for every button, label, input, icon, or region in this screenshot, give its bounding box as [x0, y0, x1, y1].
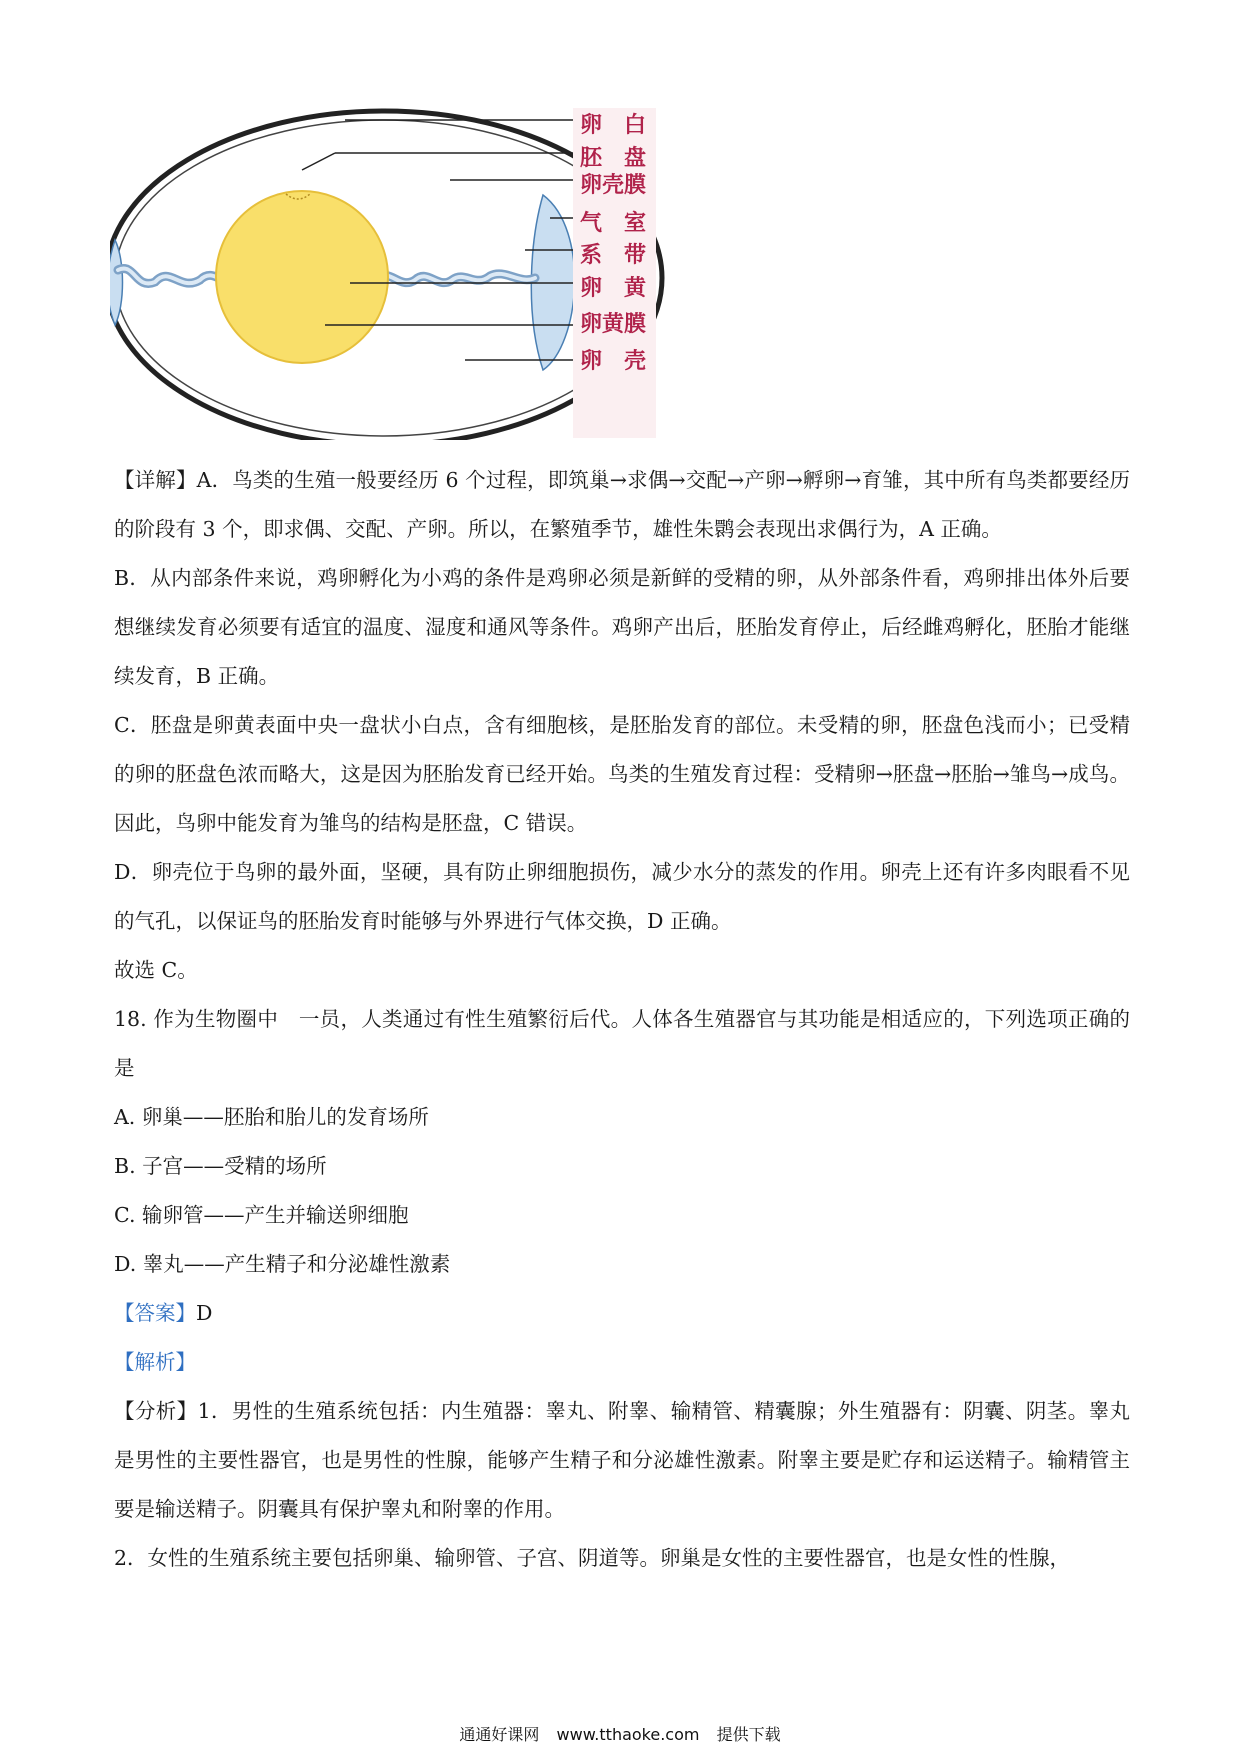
label-albumen: 卵 白 — [580, 113, 647, 138]
analysis-female: 2．女性的生殖系统主要包括卵巢、输卵管、子宫、阴道等。卵巢是女性的主要性器官，也是女性的性腺， — [114, 1546, 1071, 1570]
yolk — [216, 191, 388, 363]
label-shell-membrane: 卵壳膜 — [580, 173, 647, 198]
label-yolk: 卵 黄 — [580, 276, 647, 301]
option-b: B. 子宫——受精的场所 — [114, 1154, 327, 1178]
option-d: D. 睾丸——产生精子和分泌雄性激素 — [114, 1252, 451, 1276]
explanation-d: D．卵壳位于鸟卵的最外面，坚硬，具有防止卵细胞损伤，减少水分的蒸发的作用。卵壳上还有许多肉眼看不见的气孔，以保证鸟的胚胎发育时能够与外界进行气体交换，D 正确。 — [114, 860, 1130, 933]
analysis-label: 【解析】 — [114, 1350, 196, 1374]
analysis-male: 【分析】1．男性的生殖系统包括：内生殖器：睾丸、附睾、输精管、精囊腺；外生殖器有：阴囊、阴茎。睾丸是男性的主要性器官，也是男性的性腺，能够产生精子和分泌雄性激素。附睾主要是贮存和运送精子。输精管主要是输送精子。阴囊具有保护睾丸和附睾的作用。 — [114, 1399, 1130, 1521]
footer-suffix: 提供下载 — [716, 1725, 781, 1744]
option-c: C. 输卵管——产生并输送卵细胞 — [114, 1203, 409, 1227]
label-air-chamber: 气 室 — [580, 211, 647, 236]
footer-site: 通通好课网 — [459, 1725, 540, 1744]
explanation-b: B．从内部条件来说，鸡卵孵化为小鸡的条件是鸡卵必须是新鲜的受精的卵，从外部条件看，鸡卵排出体外后要想继续发育必须要有适宜的温度、湿度和通风等条件。鸡卵产出后，胚胎发育停止，后经雌鸡孵化，胚胎才能继续发育，B 正确。 — [114, 566, 1130, 688]
answer-label: 【答案】 — [114, 1301, 196, 1325]
option-a: A. 卵巢——胚胎和胎儿的发育场所 — [114, 1105, 429, 1129]
label-chalaza: 系 带 — [580, 243, 647, 268]
answer-value: D — [196, 1301, 213, 1325]
document-body — [114, 456, 1130, 1583]
page-footer — [0, 1722, 1240, 1745]
label-germinal-disc: 胚 盘 — [580, 146, 647, 171]
explanation-a: 【详解】A．鸟类的生殖一般要经历 6 个过程，即筑巢→求偶→交配→产卵→孵卵→育雏，其中所有鸟类都要经历的阶段有 3 个，即求偶、交配、产卵。所以，在繁殖季节，雄性朱鹮会表现出求偶行为，A 正确。 — [114, 468, 1130, 541]
answer-line — [114, 1289, 1130, 1338]
conclusion: 故选 C。 — [114, 958, 198, 982]
question-stem: 18. 作为生物圈中 一员，人类通过有性生殖繁衍后代。人体各生殖器官与其功能是相适应的，下列选项正确的是 — [114, 1007, 1130, 1080]
footer-url[interactable]: www.tthaoke.com — [556, 1725, 700, 1744]
label-yolk-membrane: 卵黄膜 — [580, 312, 647, 337]
explanation-c: C．胚盘是卵黄表面中央一盘状小白点，含有细胞核，是胚胎发育的部位。未受精的卵，胚盘色浅而小；已受精的卵的胚盘色浓而略大，这是因为胚胎发育已经开始。鸟类的生殖发育过程：受精卵→胚盘→胚胎→雏鸟→成鸟。因此，鸟卵中能发育为雏鸟的结构是胚盘，C 错误。 — [114, 713, 1130, 835]
label-shell: 卵 壳 — [580, 349, 647, 374]
